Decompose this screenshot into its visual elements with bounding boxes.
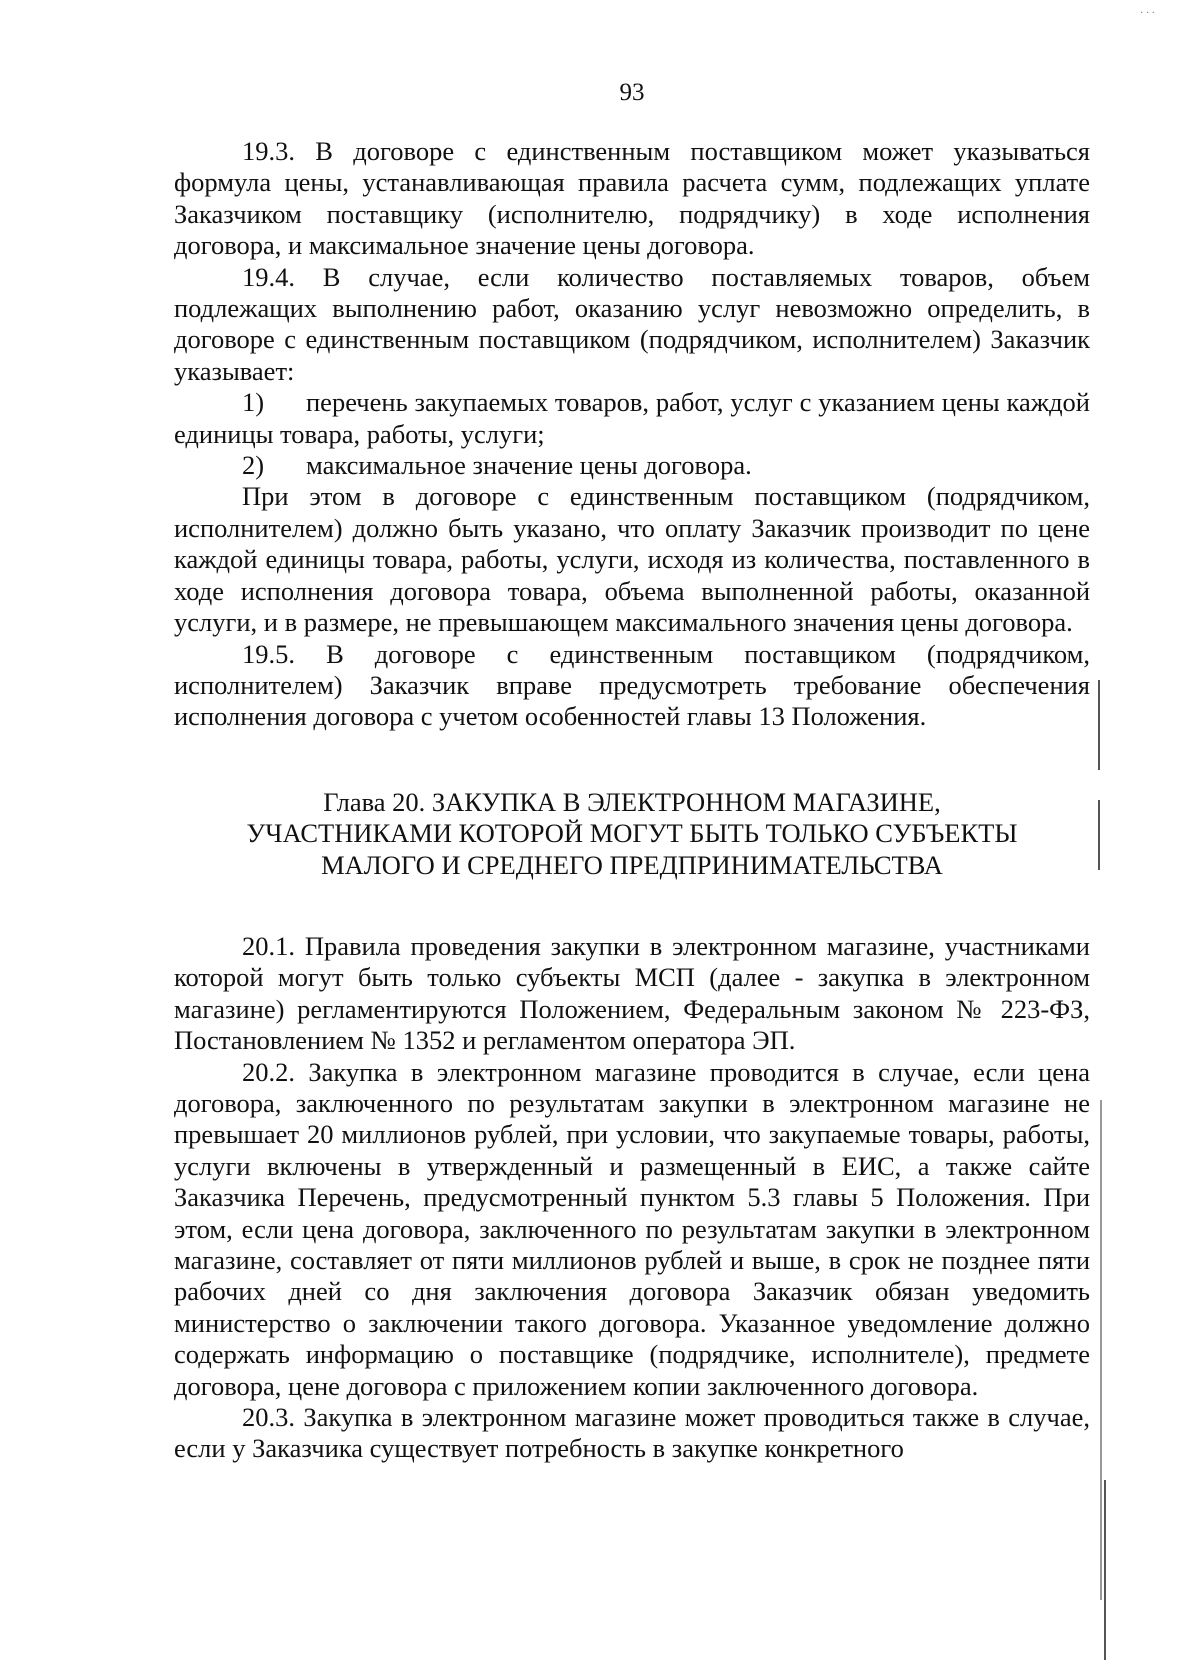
- paragraph-20-3: 20.3. Закупка в электронном магазине может проводиться также в случае, если у Заказчика существует потребность в закупке конкретного: [174, 1402, 1090, 1464]
- list-item-text: перечень закупаемых товаров, работ, услуг с указанием цены каждой единицы товара, работы, услуги;: [174, 387, 1090, 449]
- scan-corner-mark: · · ·: [1140, 8, 1155, 19]
- paragraph-20-2: 20.2. Закупка в электронном магазине проводится в случае, если цена договора, заключенного по результатам закупки в электронном магазине не превышает 20 миллионов рублей, при условии, что закупаемые товары, работы, услуги включены в утвержденный и размещенный в ЕИС, а также сайте Заказчика Перечень, предусмотренный пунктом 5.3 главы 5 Положения. При этом, если цена договора, заключенного по результатам закупки в электронном магазине, составляет от пяти миллионов рублей и выше, в срок не позднее пяти рабочих дней со дня заключения договора Заказчик обязан уведомить министерство о заключении такого договора. Указанное уведомление должно содержать информацию о поставщике (подрядчике, исполнителе), предмете договора, цене договора с приложением копии заключенного договора.: [174, 1056, 1090, 1401]
- paragraph-19-5: 19.5. В договоре с единственным поставщиком (подрядчиком, исполнителем) Заказчик вправе предусмотреть требование обеспечения исполнения договора с учетом особенностей главы 13 Положения.: [174, 638, 1090, 732]
- scan-margin-line: [1098, 800, 1100, 870]
- scan-margin-line: [1100, 1100, 1102, 1600]
- list-item: [174, 450, 1090, 481]
- list-item: [174, 387, 1090, 450]
- page-number: 93: [619, 79, 645, 106]
- list-item-number: 1): [242, 387, 265, 418]
- paragraph-20-1: 20.1. Правила проведения закупки в электронном магазине, участниками которой могут быть только субъекты МСП (далее - закупка в электронном магазине) регламентируются Положением, Федеральным законом № 223-ФЗ, Постановлением № 1352 и регламентом оператора ЭП.: [174, 930, 1090, 1056]
- paragraph-19-4: 19.4. В случае, если количество поставляемых товаров, объем подлежащих выполнению работ, оказанию услуг невозможно определить, в договоре с единственным поставщиком (подрядчиком, исполнителем) Заказчик указывает:: [174, 261, 1090, 386]
- chapter-heading-line: МАЛОГО И СРЕДНЕГО ПРЕДПРИНИМАТЕЛЬСТВА: [321, 849, 943, 880]
- paragraph-19-3: 19.3. В договоре с единственным поставщиком может указываться формула цены, устанавливающая правила расчета сумм, подлежащих уплате Заказчиком поставщику (исполнителю, подрядчику) в ходе исполнения договора, и максимальное значение цены договора.: [174, 136, 1090, 261]
- chapter-heading-line: УЧАСТНИКАМИ КОТОРОЙ МОГУТ БЫТЬ ТОЛЬКО СУБЪЕКТЫ: [246, 818, 1018, 849]
- scan-margin-line: [1104, 1480, 1106, 1660]
- chapter-heading-line: Глава 20. ЗАКУПКА В ЭЛЕКТРОННОМ МАГАЗИНЕ,: [323, 786, 941, 817]
- list-item-number: 2): [242, 450, 265, 481]
- paragraph-payment-terms: При этом в договоре с единственным поставщиком (подрядчиком, исполнителем) должно быть указано, что оплату Заказчик производит по цене каждой единицы товара, работы, услуги, исходя из количества, поставленного в ходе исполнения договора товара, объема выполненной работы, оказанной услуги, и в размере, не превышающем максимального значения цены договора.: [174, 481, 1090, 638]
- scan-margin-line: [1098, 680, 1100, 770]
- document-body: [174, 136, 1090, 1465]
- list-item-text: максимальное значение цены договора.: [306, 450, 752, 481]
- chapter-heading: [174, 787, 1090, 881]
